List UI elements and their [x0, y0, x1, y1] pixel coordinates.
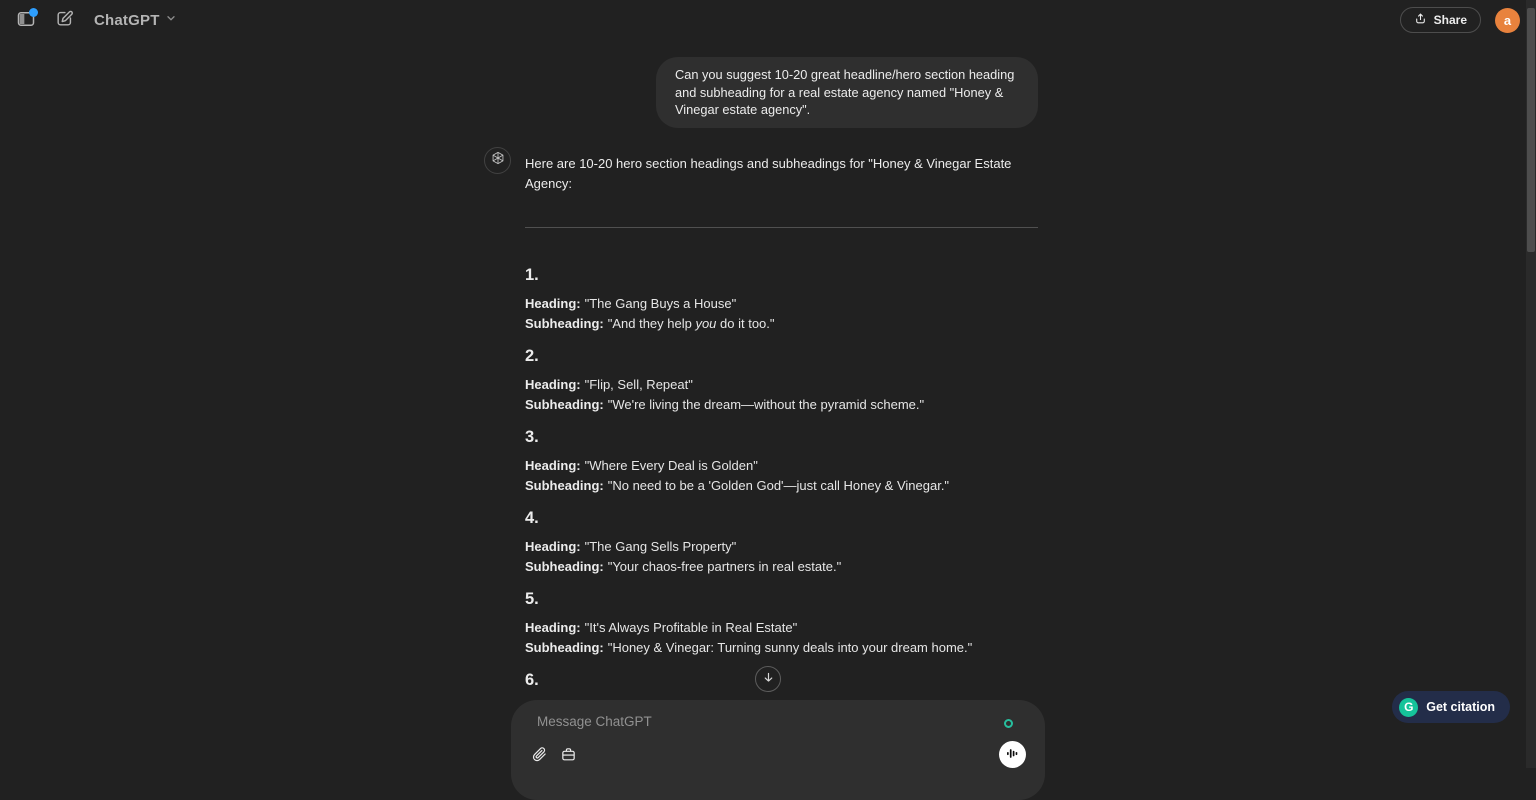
subheading-label: Subheading: — [525, 478, 604, 493]
share-upload-icon — [1414, 12, 1427, 28]
top-bar-left — [12, 0, 177, 40]
arrow-down-icon — [762, 671, 775, 687]
headline-item — [525, 265, 1038, 334]
assistant-avatar — [484, 147, 511, 174]
grammarly-logo-icon — [1399, 698, 1418, 717]
headline-item-number: 4. — [525, 509, 539, 527]
heading-label: Heading: — [525, 458, 581, 473]
user-message-bubble — [656, 57, 1038, 128]
user-message-text: Can you suggest 10-20 great headline/hero section heading and subheading for a real estate agency named "Honey & Vinegar estate agency". — [675, 67, 1015, 117]
notification-dot — [29, 8, 38, 17]
page-scrollbar-track[interactable] — [1526, 0, 1536, 768]
headline-subheading-line — [525, 476, 1038, 496]
attach-file-button[interactable] — [529, 746, 549, 766]
message-divider — [525, 227, 1038, 228]
headline-heading-line — [525, 537, 1038, 557]
headline-heading-line — [525, 618, 1038, 638]
subheading-label: Subheading: — [525, 559, 604, 574]
subheading-text: "No need to be a 'Golden God'—just call Honey & Vinegar." — [607, 478, 950, 493]
voice-mode-button[interactable] — [999, 741, 1026, 768]
message-input[interactable] — [535, 713, 975, 730]
assistant-message-content — [525, 147, 1038, 739]
assistant-message — [484, 147, 1040, 751]
heading-text: "Where Every Deal is Golden" — [584, 458, 758, 473]
user-avatar[interactable] — [1495, 8, 1520, 33]
headline-subheading-line — [525, 557, 1038, 577]
heading-text: "It's Always Profitable in Real Estate" — [584, 620, 798, 635]
headline-item — [525, 589, 1038, 658]
subheading-text: "Your chaos-free partners in real estate." — [607, 559, 842, 574]
subheading-label: Subheading: — [525, 640, 604, 655]
headline-heading-line — [525, 294, 1038, 314]
subheading-text: "And they help you do it too." — [607, 316, 775, 331]
headline-subheading-line — [525, 395, 1038, 415]
headline-item-number: 6. — [525, 671, 539, 689]
headline-item — [525, 427, 1038, 496]
grammarly-logo-letter: G — [1404, 700, 1414, 714]
sidebar-toggle-button[interactable] — [12, 6, 40, 34]
app-title: ChatGPT — [94, 11, 160, 29]
composer-actions — [529, 746, 578, 766]
chevron-down-icon — [165, 11, 177, 29]
openai-logo-icon — [490, 150, 506, 171]
new-chat-pencil-icon — [55, 9, 74, 31]
grammarly-status-dot[interactable] — [1004, 719, 1013, 728]
paperclip-icon — [531, 746, 548, 766]
scroll-to-bottom-button[interactable] — [755, 666, 781, 692]
heading-text: "The Gang Sells Property" — [584, 539, 737, 554]
headline-item-number: 2. — [525, 347, 539, 365]
subheading-text: "We're living the dream—without the pyramid scheme." — [607, 397, 925, 412]
assistant-intro-text: Here are 10-20 hero section headings and subheadings for "Honey & Vinegar Estate Agency: — [525, 156, 1012, 191]
share-button-label: Share — [1433, 13, 1467, 27]
heading-label: Heading: — [525, 539, 581, 554]
top-bar-right — [1400, 0, 1520, 40]
headline-item — [525, 346, 1038, 415]
headline-subheading-line — [525, 314, 1038, 334]
headline-item-number: 5. — [525, 590, 539, 608]
headline-item — [525, 508, 1038, 577]
waveform-icon — [1005, 746, 1020, 764]
top-bar — [0, 0, 1536, 40]
headline-heading-line — [525, 456, 1038, 476]
headline-items — [525, 265, 1038, 739]
new-chat-button[interactable] — [50, 6, 78, 34]
headline-subheading-line — [525, 638, 1038, 658]
page-scrollbar-thumb[interactable] — [1527, 8, 1535, 252]
share-button[interactable] — [1400, 7, 1481, 33]
get-citation-label: Get citation — [1426, 700, 1495, 714]
avatar-letter: a — [1503, 12, 1512, 28]
heading-label: Heading: — [525, 296, 581, 311]
toolbox-icon — [560, 746, 577, 766]
get-citation-button[interactable] — [1392, 691, 1510, 723]
heading-label: Heading: — [525, 620, 581, 635]
headline-item-number: 3. — [525, 428, 539, 446]
subheading-label: Subheading: — [525, 316, 604, 331]
heading-label: Heading: — [525, 377, 581, 392]
subheading-text: "Honey & Vinegar: Turning sunny deals into your dream home." — [607, 640, 973, 655]
headline-heading-line — [525, 375, 1038, 395]
headline-item-number: 1. — [525, 266, 539, 284]
message-composer — [511, 700, 1045, 800]
heading-text: "The Gang Buys a House" — [584, 296, 737, 311]
tools-button[interactable] — [558, 746, 578, 766]
subheading-label: Subheading: — [525, 397, 604, 412]
model-switcher[interactable] — [94, 11, 177, 29]
heading-text: "Flip, Sell, Repeat" — [584, 377, 693, 392]
